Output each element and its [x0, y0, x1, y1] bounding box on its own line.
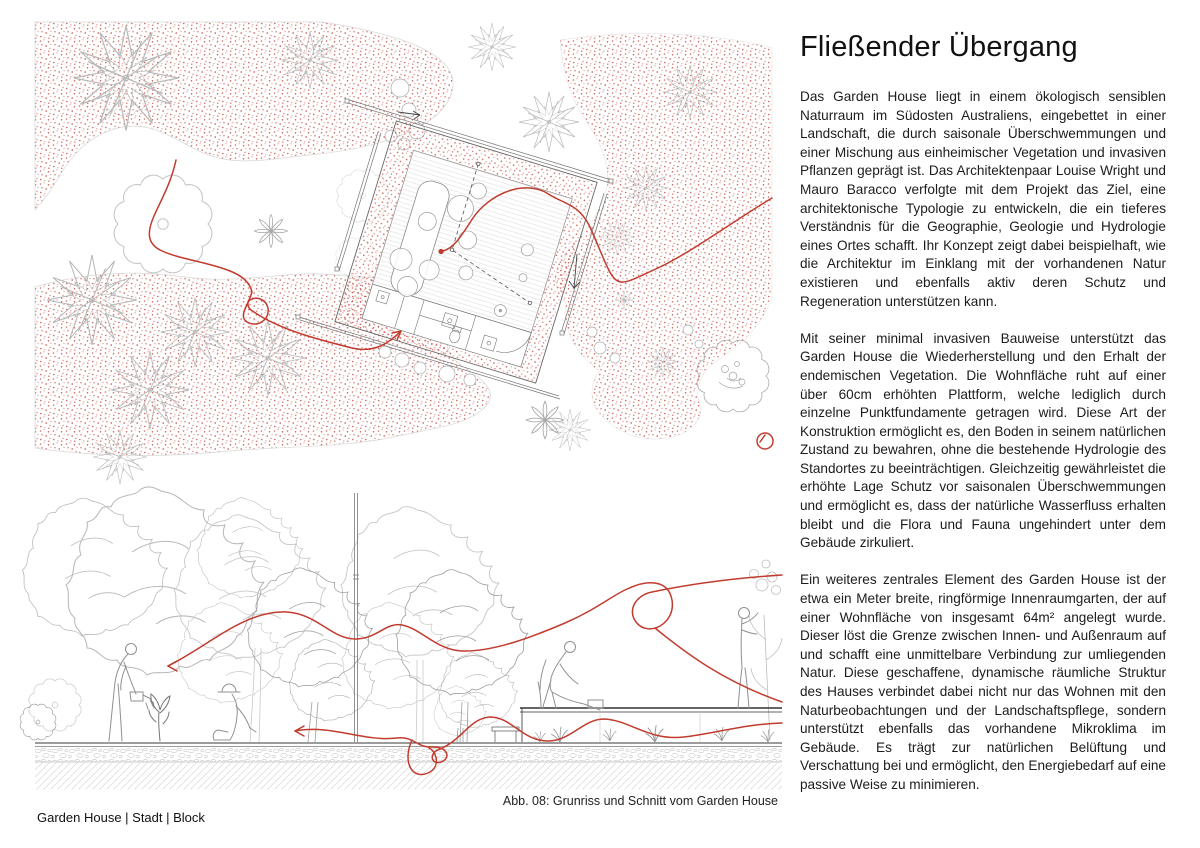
page-title: Fließender Übergang: [800, 31, 1078, 63]
article-body: [800, 88, 1166, 813]
structural-column: [353, 493, 359, 742]
person-sitting: [538, 642, 603, 711]
right-tall-plant: [749, 560, 782, 740]
person-kneeling: [213, 684, 256, 740]
small-plant: [149, 694, 170, 741]
section-background-canopy: [22, 487, 302, 675]
site-plan-drawing: [35, 22, 773, 484]
article-paragraph: Ein weiteres zentrales Element des Garden House ist der etwa ein Meter breite, ringförmige Innenraumgarten, der auf einer Wohnfläche von insgesamt 64m² angelegt wurde. Dieser löst die Grenze zwischen Innen- und Außenraum auf und schafft eine unmittelbare Verbindung zur umliegenden Natur. Diese geschaffene, dynamische räumliche Struktur des Hauses verbindet dabei nicht nur das Wohnen mit den Naturbeobachtungen und der Landschaftspflege, sondern unterstützt ebenfalls das vorhandene Mikroklima im Gebäude. Es trägt zur natürlichen Belüftung und Verschattung bei und ermöglicht, den Energiebedarf auf eine passive Weise zu minimieren.: [800, 572, 1166, 792]
article-paragraph: Das Garden House liegt in einem ökologisch sensiblen Naturraum im Südosten Australiens, eingebettet in einer Landschaft, die durch saisonale Überschwemmungen und einer Mischung aus einheimischer Vegetation und invasiven Pflanzen geprägt ist. Das Architektenpaar Louise Wright und Mauro Baracco verfolgte mit dem Projekt das Ziel, eine architektonische Typologie zu entwickeln, die ein tieferes Verständnis für die Geographie, Geologie und Hydrologie eines Ortes schafft. Ihr Konzept zeigt dabei beispielhaft, wie die Architektur im Einklang mit der vorhandenen Natur existieren und ebenfalls aktiv deren Schutz und Regeneration unterstützen kann.: [800, 89, 1166, 309]
section-drawing: [20, 487, 782, 790]
section-figures: [109, 608, 758, 742]
figure-caption: Abb. 08: Grunriss und Schnitt vom Garden House: [502, 794, 778, 808]
raised-platform: [492, 708, 782, 742]
plan-marker-circle: [757, 433, 773, 449]
article-paragraph: Mit seiner minimal invasiven Bauweise unterstützt das Garden House die Wiederherstellung und den Erhalt der endemischen Vegetation. Die Wohnfläche ruht auf einer über 60cm erhöhten Plattform, welche lediglich durch einzelne Punktfundamente getragen wird. Diese Art der Konstruktion ermöglicht es, den Boden in seinem natürlichen Zustand zu bewahren, ohne die bestehende Hydrologie des Standortes zu beeinträchtigen. Gleichzeitig gewährleistet die erhöhte Lage Schutz vor saisonalen Überschwemmungen und ermöglicht es, dass der natürliche Wasserfluss erhalten bleibt und die Flora und Fauna ungehindert unter dem Gebäude zirkuliert.: [800, 330, 1166, 551]
person-standing: [738, 608, 758, 709]
person-watering: [109, 644, 154, 742]
platform-step: [492, 727, 519, 742]
page-footer: Garden House | Stadt | Block: [37, 810, 205, 825]
